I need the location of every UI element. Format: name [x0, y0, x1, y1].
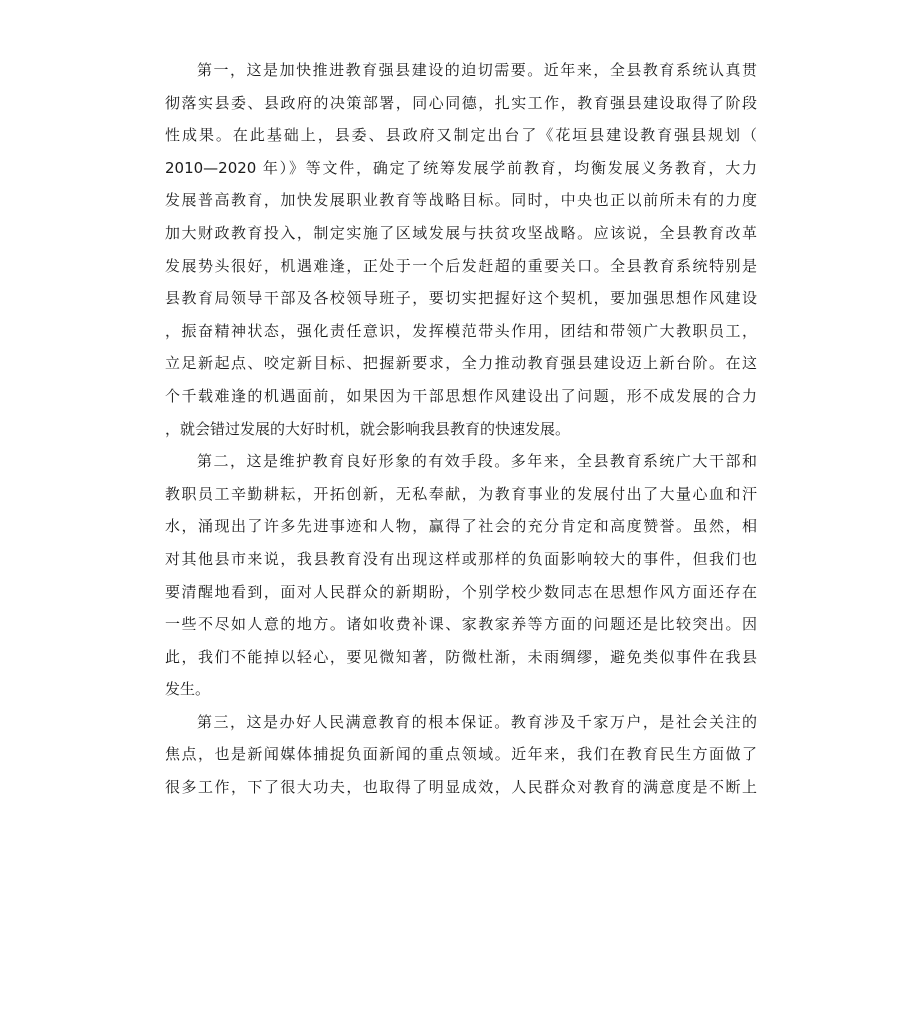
paragraph-line: 水，涌现出了许多先进事迹和人物，赢得了社会的充分肯定和高度赞誉。虽然，相: [165, 517, 757, 536]
paragraph-line: 很多工作，下了很大功夫，也取得了明显成效，人民群众对教育的满意度是不断上: [165, 778, 757, 797]
paragraph-line: 彻落实县委、县政府的决策部署，同心同德，扎实工作，教育强县建设取得了阶段: [165, 93, 757, 112]
paragraph-line: 县教育局领导干部及各校领导班子，要切实把握好这个契机，要加强思想作风建设: [165, 289, 757, 308]
paragraph-line: 教职员工辛勤耕耘，开拓创新，无私奉献，为教育事业的发展付出了大量心血和汗: [165, 484, 757, 503]
body-text: [165, 54, 757, 804]
paragraph-line: 立足新起点、咬定新目标、把握新要求，全力推动教育强县建设迈上新台阶。在这: [165, 354, 757, 373]
paragraph-line: 对其他县市来说，我县教育没有出现这样或那样的负面影响较大的事件，但我们也: [165, 549, 757, 568]
paragraph-line: 发展势头很好，机遇难逢，正处于一个后发赶超的重要关口。全县教育系统特别是: [165, 256, 757, 275]
paragraph-line: 一些不尽如人意的地方。诸如收费补课、家教家养等方面的问题还是比较突出。因: [165, 615, 757, 634]
paragraph-line: 2010—2020 年）》等文件，确定了统筹发展学前教育，均衡发展义务教育，大力: [165, 158, 757, 177]
paragraph-line: 个千载难逢的机遇面前，如果因为干部思想作风建设出了问题，形不成发展的合力: [165, 386, 757, 405]
paragraph-line: 此，我们不能掉以轻心，要见微知著，防微杜渐，未雨绸缪，避免类似事件在我县: [165, 647, 757, 666]
paragraph-line: ，就会错过发展的大好时机，就会影响我县教育的快速发展。: [165, 419, 571, 438]
paragraph-line: 第三，这是办好人民满意教育的根本保证。教育涉及千家万户，是社会关注的: [197, 712, 757, 731]
paragraph-line: 发生。: [165, 680, 211, 699]
paragraph-line: 加大财政教育投入，制定实施了区域发展与扶贫攻坚战略。应该说，全县教育改革: [165, 223, 757, 242]
paragraph-line: 性成果。在此基础上，县委、县政府又制定出台了《花垣县建设教育强县规划（: [165, 126, 757, 145]
paragraph-line: ，振奋精神状态，强化责任意识，发挥模范带头作用，团结和带领广大教职员工，: [165, 321, 757, 340]
paragraph-line: 第二，这是维护教育良好形象的有效手段。多年来，全县教育系统广大干部和: [197, 452, 757, 471]
paragraph-line: 发展普高教育，加快发展职业教育等战略目标。同时，中央也正以前所未有的力度: [165, 191, 757, 210]
paragraph-line: 焦点，也是新闻媒体捕捉负面新闻的重点领域。近年来，我们在教育民生方面做了: [165, 745, 757, 764]
paragraph-line: 第一，这是加快推进教育强县建设的迫切需要。近年来，全县教育系统认真贯: [197, 61, 757, 79]
paragraph-line: 要清醒地看到，面对人民群众的新期盼，个别学校少数同志在思想作风方面还存在: [165, 582, 757, 601]
